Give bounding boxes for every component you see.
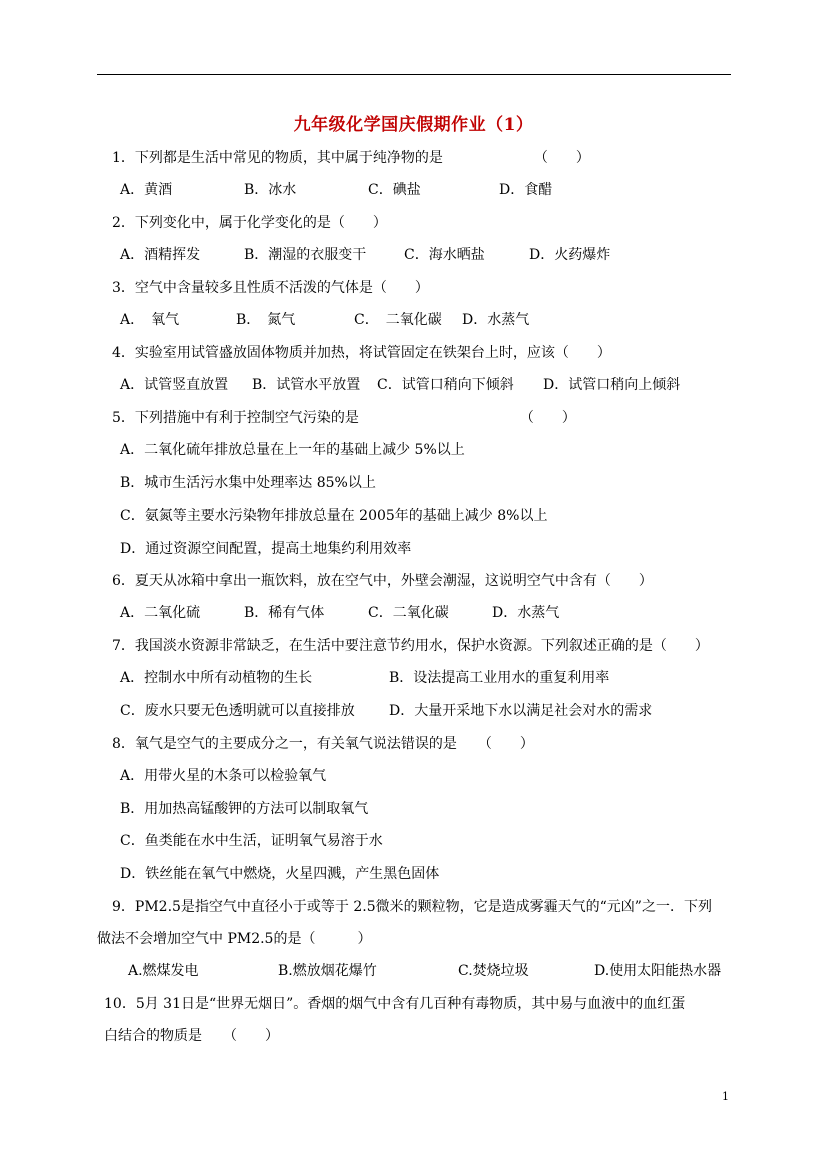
option: B．城市生活污水集中处理率达 85%以上	[120, 475, 376, 491]
option: B．试管水平放置	[252, 377, 361, 393]
question-stem-continued: 白结合的物质是 （ ）	[104, 1028, 279, 1044]
option: D．水蒸气	[492, 605, 560, 621]
option: A．二氧化硫	[120, 605, 201, 621]
option: D．铁丝能在氧气中燃烧，火星四溅，产生黑色固体	[120, 866, 440, 882]
option: C．海水晒盐	[404, 247, 485, 263]
header-rule	[97, 74, 731, 75]
question-stem-continued: 做法不会增加空气中 PM2.5的是（ ）	[97, 931, 372, 947]
page-title: 九年级化学国庆假期作业（1）	[293, 115, 534, 135]
question-stem: 4．实验室用试管盛放固体物质并加热，将试管固定在铁架台上时，应该（ ）	[112, 345, 611, 361]
option: D．试管口稍向上倾斜	[543, 377, 681, 393]
question-stem: 10．5月 31日是“世界无烟日”。香烟的烟气中含有几百种有毒物质，其中易与血液中的血红蛋	[104, 996, 686, 1012]
option: B．设法提高工业用水的重复利用率	[389, 670, 610, 686]
option: D．水蒸气	[462, 312, 530, 328]
question-stem: 3．空气中含量较多且性质不活泼的气体是（ ）	[112, 280, 429, 296]
question-stem: 8．氧气是空气的主要成分之一，有关氧气说法错误的是 （ ）	[112, 736, 534, 752]
option: B．冰水	[244, 182, 297, 198]
option: C．试管口稍向下倾斜	[377, 377, 514, 393]
option: D.使用太阳能热水器	[594, 963, 722, 979]
option: D．通过资源空间配置，提高土地集约利用效率	[120, 541, 412, 557]
option: A．控制水中所有动植物的生长	[120, 670, 313, 686]
question-stem: 7．我国淡水资源非常缺乏，在生活中要注意节约用水，保护水资源。下列叙述正确的是（ ）	[112, 638, 709, 654]
question-stem: 5．下列措施中有利于控制空气污染的是 （ ）	[112, 410, 576, 426]
page-number: 1	[722, 1090, 729, 1103]
option: A．黄酒	[120, 182, 173, 198]
option: D．大量开采地下水以满足社会对水的需求	[389, 703, 653, 719]
option: A．用带火星的木条可以检验氧气	[120, 768, 327, 784]
option: A．二氧化硫年排放总量在上一年的基础上减少 5%以上	[120, 442, 465, 458]
option: D．食醋	[499, 182, 553, 198]
option: C． 二氧化碳	[354, 312, 442, 328]
option: B．潮湿的衣服变干	[244, 247, 367, 263]
question-stem: 2．下列变化中，属于化学变化的是（ ）	[112, 215, 387, 231]
question-stem: 9．PM2.5是指空气中直径小于或等于 2.5微米的颗粒物，它是造成雾霾天气的“元凶”之一．下列	[112, 899, 712, 915]
option: C．二氧化碳	[368, 605, 449, 621]
option: C．碘盐	[368, 182, 421, 198]
option: D．火药爆炸	[529, 247, 611, 263]
option: A．酒精挥发	[120, 247, 201, 263]
option: B．稀有气体	[244, 605, 325, 621]
question-stem: 1．下列都是生活中常见的物质，其中属于纯净物的是 （ ）	[112, 150, 590, 166]
option: A．试管竖直放置	[120, 377, 229, 393]
option: A． 氧气	[120, 312, 180, 328]
option: B.燃放烟花爆竹	[278, 963, 377, 979]
option: C．鱼类能在水中生活，证明氧气易溶于水	[120, 833, 383, 849]
option: B．用加热高锰酸钾的方法可以制取氧气	[120, 801, 369, 817]
option: B． 氮气	[236, 312, 296, 328]
option: C．氨氮等主要水污染物年排放总量在 2005年的基础上减少 8%以上	[120, 508, 548, 524]
option: A.燃煤发电	[128, 963, 199, 979]
option: C．废水只要无色透明就可以直接排放	[120, 703, 355, 719]
option: C.焚烧垃圾	[458, 963, 529, 979]
question-stem: 6．夏天从冰箱中拿出一瓶饮料，放在空气中，外壁会潮湿，这说明空气中含有（ ）	[112, 573, 653, 589]
